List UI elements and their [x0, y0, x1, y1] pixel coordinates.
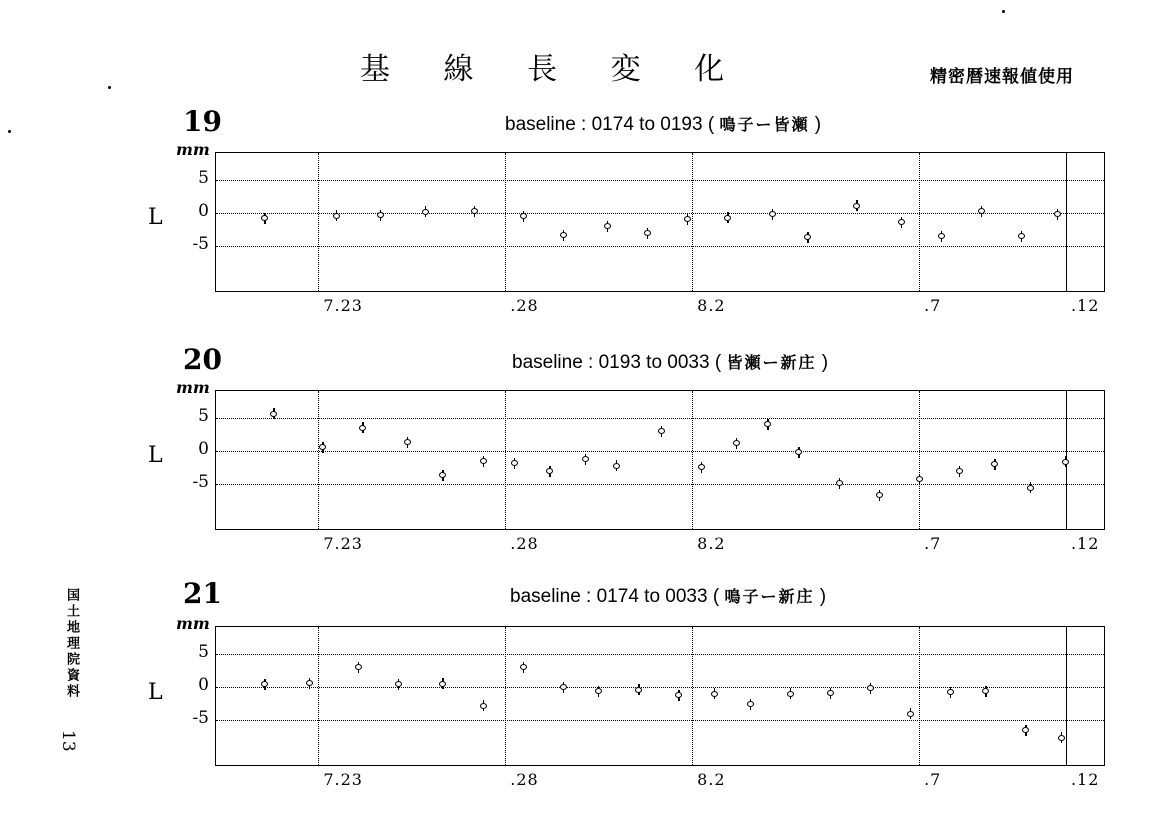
data-point — [559, 682, 568, 693]
data-point — [376, 210, 385, 221]
marker-circle-icon — [836, 480, 843, 486]
marker-circle-icon — [938, 233, 945, 239]
x-tick-label: .7 — [924, 534, 942, 553]
data-point — [977, 206, 986, 217]
gridline-horizontal — [216, 213, 1104, 214]
data-point — [545, 466, 554, 477]
data-point — [937, 231, 946, 242]
data-point — [438, 470, 447, 481]
x-tick-label: .7 — [924, 770, 942, 789]
data-point — [394, 679, 403, 690]
marker-circle-icon — [319, 444, 326, 450]
marker-circle-icon — [804, 234, 811, 240]
data-point — [479, 700, 488, 711]
gridline-vertical — [505, 153, 506, 291]
x-tick-label: 7.23 — [323, 534, 363, 553]
marker-circle-icon — [613, 463, 620, 469]
marker-circle-icon — [1054, 211, 1061, 217]
plot-area — [215, 390, 1105, 530]
agency-credit: 国土地理院資料 — [64, 588, 79, 700]
marker-circle-icon — [1018, 233, 1025, 239]
stray-dot-left — [8, 130, 11, 133]
y-tick-label: 5 — [198, 641, 209, 662]
panel-number: 19 — [183, 105, 222, 138]
marker-circle-icon — [306, 680, 313, 686]
y-tick-label: 0 — [198, 675, 209, 695]
data-point — [612, 460, 621, 471]
plot-area — [215, 152, 1105, 292]
data-point — [674, 690, 683, 701]
marker-circle-icon — [560, 684, 567, 690]
x-tick-label: 8.2 — [697, 770, 726, 789]
data-point — [603, 221, 612, 232]
data-point — [519, 662, 528, 673]
data-point — [332, 210, 341, 221]
marker-circle-icon — [991, 461, 998, 467]
marker-circle-icon — [404, 439, 411, 445]
data-point — [657, 426, 666, 437]
x-tick-label: .28 — [510, 770, 539, 789]
gridline-vertical — [692, 153, 693, 291]
marker-circle-icon — [684, 216, 691, 222]
data-point — [594, 686, 603, 697]
data-point — [510, 458, 519, 469]
marker-circle-icon — [907, 711, 914, 717]
baseline-label: baseline : 0174 to 0033 ( — [510, 586, 725, 607]
marker-circle-icon — [511, 460, 518, 466]
y-tick-label: -5 — [192, 234, 209, 255]
stray-dot-left-upper — [108, 86, 111, 89]
marker-circle-icon — [395, 681, 402, 687]
data-point — [852, 200, 861, 211]
data-point — [875, 490, 884, 501]
marker-circle-icon — [978, 208, 985, 214]
data-point — [981, 686, 990, 697]
marker-circle-icon — [916, 476, 923, 482]
data-point — [826, 688, 835, 699]
data-point — [763, 419, 772, 430]
station-pair-label: 皆瀬ー新庄 — [726, 353, 817, 372]
marker-circle-icon — [355, 664, 362, 670]
data-point — [697, 462, 706, 473]
data-point — [746, 699, 755, 710]
x-tick-label: 7.23 — [323, 296, 363, 315]
x-tick-label: .28 — [510, 296, 539, 315]
gridline-horizontal — [216, 484, 1104, 485]
marker-circle-icon — [1062, 459, 1069, 465]
gridline-vertical — [1066, 153, 1067, 291]
data-point — [269, 408, 278, 419]
marker-circle-icon — [604, 223, 611, 229]
marker-circle-icon — [520, 664, 527, 670]
marker-circle-icon — [635, 687, 642, 693]
x-tick-label: 8.2 — [697, 534, 726, 553]
baseline-label-close: ) — [809, 114, 822, 135]
marker-circle-icon — [947, 689, 954, 695]
station-pair-label: 鳴子ー皆瀬 — [719, 115, 810, 134]
y-tick-label: -5 — [192, 708, 209, 729]
y-tick-label: 5 — [198, 167, 209, 188]
marker-circle-icon — [644, 230, 651, 236]
baseline-label: baseline : 0193 to 0033 ( — [512, 352, 727, 373]
gridline-vertical — [318, 627, 319, 765]
marker-circle-icon — [853, 203, 860, 209]
panel-title — [510, 584, 826, 608]
y-tick-label: -5 — [192, 472, 209, 493]
data-point — [835, 478, 844, 489]
panel-title — [505, 112, 821, 136]
data-point — [318, 442, 327, 453]
gridline-vertical — [692, 627, 693, 765]
panel-number: 21 — [183, 577, 222, 610]
x-tick-label: .7 — [924, 296, 942, 315]
data-point — [732, 438, 741, 449]
marker-circle-icon — [698, 464, 705, 470]
data-point — [683, 214, 692, 225]
marker-circle-icon — [898, 219, 905, 225]
data-point — [634, 684, 643, 695]
precision-note: 精密暦速報値使用 — [930, 67, 1074, 87]
x-tick-label: .28 — [510, 534, 539, 553]
marker-circle-icon — [480, 703, 487, 709]
marker-circle-icon — [422, 209, 429, 215]
marker-circle-icon — [956, 468, 963, 474]
data-point — [768, 209, 777, 220]
marker-circle-icon — [867, 685, 874, 691]
marker-circle-icon — [982, 688, 989, 694]
data-point — [1057, 732, 1066, 743]
data-point — [643, 228, 652, 239]
marker-circle-icon — [270, 411, 277, 417]
gridline-vertical — [505, 391, 506, 529]
gridline-vertical — [505, 627, 506, 765]
data-point — [786, 688, 795, 699]
data-point — [438, 678, 447, 689]
gridline-vertical — [318, 153, 319, 291]
station-pair-label: 鳴子ー新庄 — [724, 587, 815, 606]
marker-circle-icon — [724, 215, 731, 221]
marker-circle-icon — [769, 211, 776, 217]
gridline-horizontal — [216, 246, 1104, 247]
data-point — [915, 474, 924, 485]
marker-circle-icon — [377, 212, 384, 218]
marker-circle-icon — [546, 468, 553, 474]
data-point — [710, 688, 719, 699]
marker-circle-icon — [261, 681, 268, 687]
data-point — [906, 708, 915, 719]
gridline-vertical — [318, 391, 319, 529]
marker-circle-icon — [1022, 727, 1029, 733]
x-tick-label: 7.23 — [323, 770, 363, 789]
plot-area — [215, 626, 1105, 766]
data-point — [581, 454, 590, 465]
gridline-horizontal — [216, 180, 1104, 181]
marker-circle-icon — [359, 425, 366, 431]
panel-title — [512, 350, 828, 374]
marker-circle-icon — [582, 456, 589, 462]
marker-circle-icon — [711, 691, 718, 697]
baseline-label-close: ) — [814, 586, 827, 607]
marker-circle-icon — [520, 213, 527, 219]
x-tick-label: .12 — [1070, 770, 1100, 789]
data-point — [479, 456, 488, 467]
marker-circle-icon — [764, 421, 771, 427]
page-number: 13 — [58, 730, 78, 752]
marker-circle-icon — [787, 691, 794, 697]
marker-circle-icon — [733, 440, 740, 446]
data-point — [260, 679, 269, 690]
x-tick-label: .12 — [1070, 296, 1100, 315]
gridline-horizontal — [216, 451, 1104, 452]
data-point — [421, 206, 430, 217]
data-point — [354, 662, 363, 673]
data-point — [260, 213, 269, 224]
data-point — [358, 422, 367, 433]
data-point — [955, 466, 964, 477]
data-point — [1017, 231, 1026, 242]
data-point — [470, 206, 479, 217]
y-axis-marker: L — [148, 443, 163, 468]
data-point — [866, 683, 875, 694]
y-axis-unit: mm — [176, 614, 210, 633]
gridline-horizontal — [216, 720, 1104, 721]
marker-circle-icon — [439, 681, 446, 687]
marker-circle-icon — [595, 688, 602, 694]
stray-dot-top — [1002, 10, 1005, 13]
x-tick-label: 8.2 — [697, 296, 726, 315]
baseline-label: baseline : 0174 to 0193 ( — [505, 114, 720, 135]
data-point — [990, 459, 999, 470]
page-title: 基 線 長 変 化 — [360, 52, 747, 87]
gridline-vertical — [919, 391, 920, 529]
y-axis-unit: mm — [176, 140, 210, 159]
panel-number: 20 — [183, 343, 222, 376]
data-point — [1021, 725, 1030, 736]
data-point — [946, 687, 955, 698]
gridline-horizontal — [216, 418, 1104, 419]
marker-circle-icon — [747, 701, 754, 707]
marker-circle-icon — [261, 215, 268, 221]
data-point — [1026, 482, 1035, 493]
marker-circle-icon — [439, 472, 446, 478]
marker-circle-icon — [480, 458, 487, 464]
marker-circle-icon — [876, 492, 883, 498]
y-axis-marker: L — [148, 680, 163, 705]
data-point — [803, 232, 812, 243]
marker-circle-icon — [675, 692, 682, 698]
data-point — [519, 211, 528, 222]
gridline-horizontal — [216, 687, 1104, 688]
data-point — [403, 437, 412, 448]
y-tick-label: 0 — [198, 201, 209, 221]
marker-circle-icon — [1027, 485, 1034, 491]
data-point — [723, 212, 732, 223]
marker-circle-icon — [1058, 735, 1065, 741]
gridline-vertical — [919, 153, 920, 291]
y-axis-marker: L — [148, 205, 163, 230]
data-point — [1053, 209, 1062, 220]
data-point — [1061, 456, 1070, 467]
data-point — [897, 217, 906, 228]
data-point — [305, 678, 314, 689]
gridline-horizontal — [216, 654, 1104, 655]
gridline-vertical — [692, 391, 693, 529]
gridline-vertical — [919, 627, 920, 765]
marker-circle-icon — [827, 690, 834, 696]
marker-circle-icon — [795, 449, 802, 455]
marker-circle-icon — [658, 428, 665, 434]
baseline-label-close: ) — [816, 352, 829, 373]
marker-circle-icon — [333, 213, 340, 219]
data-point — [559, 230, 568, 241]
marker-circle-icon — [471, 208, 478, 214]
y-tick-label: 0 — [198, 439, 209, 459]
y-tick-label: 5 — [198, 405, 209, 426]
marker-circle-icon — [560, 232, 567, 238]
y-axis-unit: mm — [176, 378, 210, 397]
gridline-vertical — [1066, 627, 1067, 765]
x-tick-label: .12 — [1070, 534, 1100, 553]
data-point — [794, 447, 803, 458]
